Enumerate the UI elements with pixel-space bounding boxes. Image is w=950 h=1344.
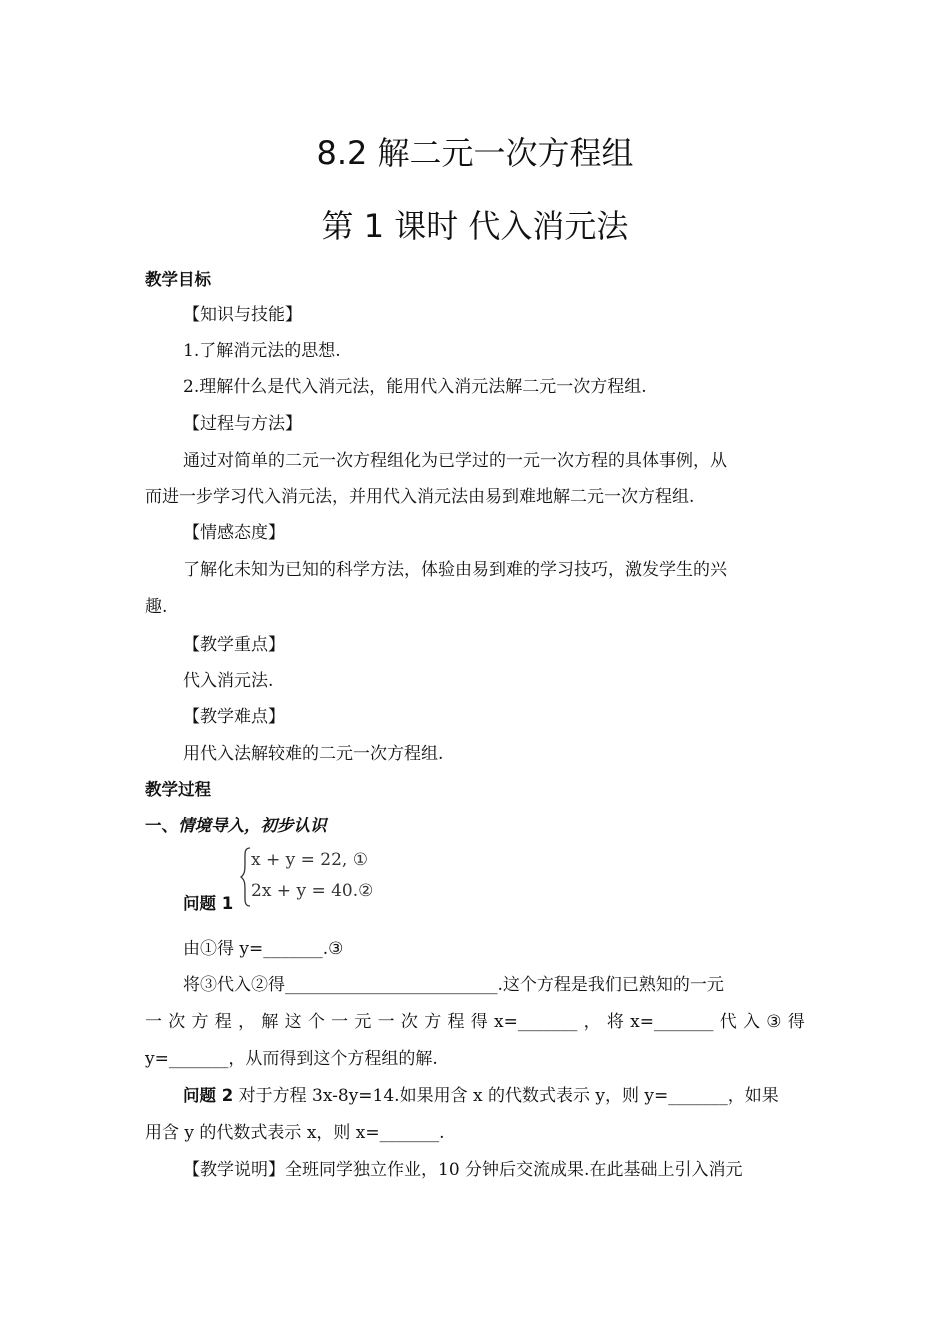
document-title: 8.2 解二元一次方程组	[316, 134, 634, 172]
process-method-line-1: 通过对简单的二元一次方程组化为已学过的一元一次方程的具体事例，从	[183, 451, 727, 471]
word: x=_______	[630, 1012, 714, 1032]
section-1-heading	[145, 815, 327, 837]
question-2-label: 问题 2	[183, 1086, 234, 1105]
question-1-label: 问题 1	[183, 894, 234, 913]
key-point-text: 代入消元法.	[183, 671, 274, 691]
emotion-heading: 【情感态度】	[183, 523, 285, 543]
emotion-line-2: 趣.	[145, 597, 168, 617]
key-point-heading: 【教学重点】	[183, 635, 285, 655]
goals-heading: 教学目标	[145, 270, 211, 289]
word: 一	[145, 1012, 162, 1032]
word: 次	[168, 1012, 186, 1032]
word: 入	[743, 1012, 760, 1032]
word: 这	[284, 1012, 302, 1032]
section-1-title: 情境导入，初步认识	[178, 816, 327, 835]
word: ，	[583, 1012, 601, 1032]
word: 程	[214, 1012, 232, 1032]
question-1-line-3	[145, 1011, 805, 1033]
word: ，	[238, 1012, 256, 1032]
word: 得	[787, 1012, 805, 1032]
system-equation-2: 2x + y = 40.②	[251, 881, 374, 901]
question-2-text: 对于方程 3x-8y=14.如果用含 x 的代数式表示 y，则 y=_______，如果	[233, 1086, 779, 1106]
word: 将	[606, 1012, 624, 1032]
question-1-line-2: 将③代入②得_________________________.这个方程是我们已熟知的一元	[183, 975, 724, 995]
word: 程	[447, 1012, 465, 1032]
word: ③	[766, 1012, 782, 1032]
knowledge-item-2: 2.理解什么是代入消元法，能用代入消元法解二元一次方程组.	[183, 377, 647, 397]
word: 一	[377, 1012, 395, 1032]
knowledge-heading: 【知识与技能】	[183, 305, 302, 325]
word: 方	[424, 1012, 442, 1032]
question-1-line-1: 由①得 y=_______.③	[183, 939, 344, 959]
word: 代	[719, 1012, 737, 1032]
question-1-line-4: y=_______，从而得到这个方程组的解.	[145, 1049, 438, 1069]
system-equation-1: x + y = 22, ①	[251, 850, 368, 870]
difficulty-heading: 【教学难点】	[183, 707, 285, 727]
word: 解	[261, 1012, 279, 1032]
word: x=_______	[493, 1012, 578, 1032]
word: 一	[331, 1012, 349, 1032]
knowledge-item-1: 1.了解消元法的思想.	[183, 341, 341, 361]
word: 个	[307, 1012, 325, 1032]
difficulty-text: 用代入法解较难的二元一次方程组.	[183, 744, 444, 764]
process-heading: 教学过程	[145, 780, 211, 799]
word: 方	[191, 1012, 209, 1032]
section-1-prefix: 一、	[145, 816, 178, 835]
teaching-note-line-1: 【教学说明】全班同学独立作业，10 分钟后交流成果.在此基础上引入消元	[183, 1160, 743, 1180]
word: 元	[354, 1012, 372, 1032]
process-method-heading: 【过程与方法】	[183, 414, 302, 434]
emotion-line-1: 了解化未知为已知的科学方法，体验由易到难的学习技巧，激发学生的兴	[183, 560, 727, 580]
question-2-line-2: 用含 y 的代数式表示 x，则 x=_______.	[145, 1123, 445, 1143]
word: 得	[470, 1012, 488, 1032]
process-method-line-2: 而进一步学习代入消元法，并用代入消元法由易到难地解二元一次方程组.	[145, 487, 695, 507]
word: 次	[400, 1012, 418, 1032]
document-subtitle: 第 1 课时 代入消元法	[321, 207, 629, 245]
equation-system	[239, 846, 374, 906]
question-2-line-1	[183, 1085, 779, 1107]
